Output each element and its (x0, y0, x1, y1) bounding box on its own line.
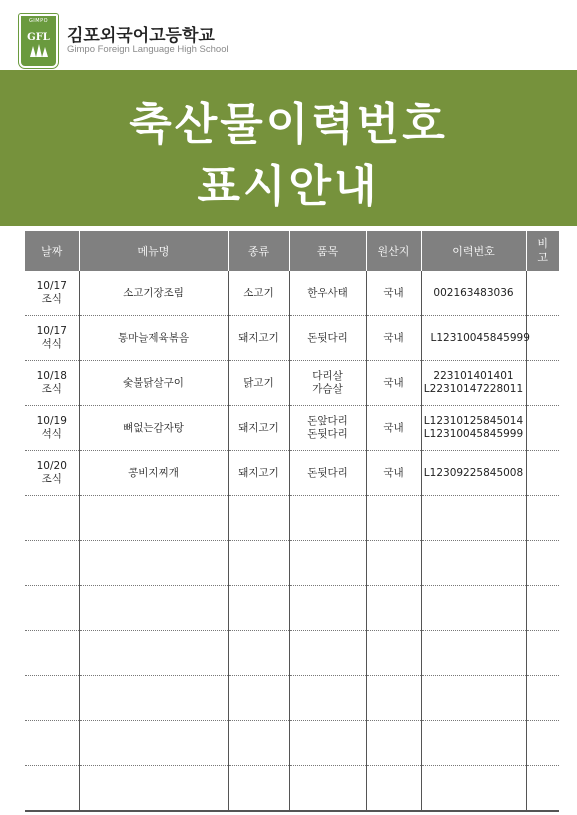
header-type: 종류 (228, 231, 289, 271)
table-row-empty (25, 586, 559, 631)
trace-text-2: L12310045845999 (423, 428, 524, 440)
cell-type: 돼지고기 (228, 451, 289, 496)
cut-text: 돈앞다리 (307, 415, 348, 427)
cell-menu: 콩비지찌개 (79, 451, 228, 496)
cell-origin: 국내 (366, 451, 421, 496)
trace-text: L12310045845999 (430, 331, 530, 344)
cell-type: 돼지고기 (228, 406, 289, 451)
trace-text: L12309225845008 (423, 466, 524, 479)
meal-text: 조식 (41, 293, 62, 305)
cell-note (526, 271, 559, 316)
cut-text-2: 돈뒷다리 (307, 428, 348, 440)
header-origin: 원산지 (366, 231, 421, 271)
cell-date (25, 406, 79, 451)
table-row-empty (25, 676, 559, 721)
trace-text-2: L22310147228011 (423, 383, 524, 395)
page-title-line2: 표시안내 (197, 161, 380, 212)
table-row (25, 361, 559, 406)
traceability-table (25, 231, 559, 812)
cell-trace (421, 451, 526, 496)
table-row (25, 316, 559, 361)
school-name-korean: 김포외국어고등학교 (67, 26, 215, 46)
table-row-empty (25, 766, 559, 812)
cell-menu: 통마늘제육볶음 (79, 316, 228, 361)
school-logo (19, 14, 58, 68)
table-row-empty (25, 721, 559, 766)
cell-menu: 소고기장조림 (79, 271, 228, 316)
cell-date (25, 271, 79, 316)
logo-top-text: GIMPO (28, 18, 49, 24)
cell-origin: 국내 (366, 406, 421, 451)
cut-text: 돈뒷다리 (307, 466, 348, 479)
cell-trace (421, 271, 526, 316)
cell-trace (421, 316, 530, 361)
cut-text-2: 가슴살 (312, 383, 343, 395)
table-row-empty (25, 541, 559, 586)
date-text: 10/20 (36, 460, 67, 472)
header-date: 날짜 (25, 231, 79, 271)
header-cut: 품목 (289, 231, 366, 271)
table-header-row (25, 231, 559, 271)
meal-text: 석식 (41, 338, 62, 350)
date-text: 10/17 (36, 325, 67, 337)
cell-menu: 숯불닭살구이 (79, 361, 228, 406)
table-row-empty (25, 631, 559, 676)
cell-note (526, 451, 559, 496)
trace-text: 002163483036 (433, 286, 514, 299)
cell-cut (289, 316, 366, 361)
cell-note (526, 406, 559, 451)
meal-text: 조식 (41, 473, 62, 485)
date-text: 10/18 (36, 370, 67, 382)
school-name-english: Gimpo Foreign Language High School (67, 44, 229, 55)
cell-origin: 국내 (366, 271, 421, 316)
table-row-empty (25, 496, 559, 541)
header-note-char1: 비 (537, 237, 549, 250)
meal-text: 조식 (41, 383, 62, 395)
header-note (526, 231, 559, 271)
table-row (25, 271, 559, 316)
cell-date (25, 451, 79, 496)
cell-date (25, 361, 79, 406)
cell-note (526, 361, 559, 406)
cut-text: 한우사태 (307, 286, 348, 299)
cell-date (25, 316, 79, 361)
trace-text: L12310125845014 (423, 415, 524, 427)
cell-cut (289, 271, 366, 316)
cell-origin: 국내 (366, 361, 421, 406)
cell-type: 소고기 (228, 271, 289, 316)
logo-mark: GFL (27, 32, 50, 43)
table-row (25, 406, 559, 451)
cell-origin: 국내 (366, 316, 421, 361)
header-menu: 메뉴명 (79, 231, 228, 271)
table-row (25, 451, 559, 496)
cell-trace (421, 361, 526, 406)
cell-cut (289, 406, 366, 451)
date-text: 10/19 (36, 415, 67, 427)
page-title-line1: 축산물이력번호 (129, 99, 448, 150)
cut-text: 돈뒷다리 (307, 331, 348, 344)
cell-cut (289, 361, 366, 406)
tree-icon (21, 43, 56, 62)
cut-text: 다리살 (312, 370, 343, 382)
trace-text: 223101401401 (433, 370, 514, 382)
meal-text: 석식 (41, 428, 62, 440)
cell-trace (421, 406, 526, 451)
cell-note (526, 316, 559, 361)
header-note-char2: 고 (537, 251, 549, 264)
header-trace-number: 이력번호 (421, 231, 526, 271)
cell-type: 돼지고기 (228, 316, 289, 361)
cell-type: 닭고기 (228, 361, 289, 406)
cell-menu: 뼈없는감자탕 (79, 406, 228, 451)
date-text: 10/17 (36, 280, 67, 292)
school-header (0, 0, 577, 70)
cell-cut (289, 451, 366, 496)
